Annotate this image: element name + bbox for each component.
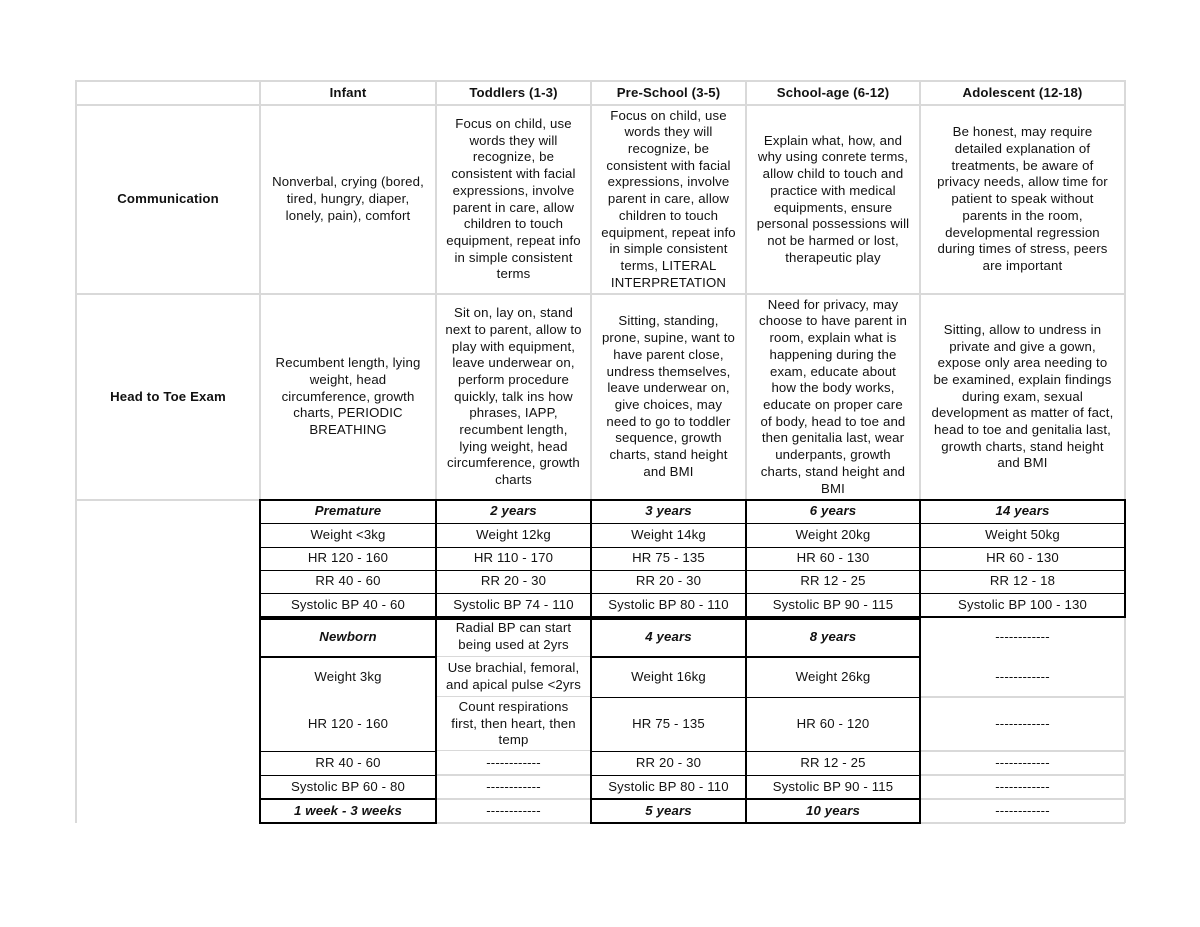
communication-cell: Focus on child, use words they will recognize, be consistent with facial expressions, involve parent in care, allow children to touch equipment, repeat info in simple consistent terms, LITERAL INTERPRETATION (601, 107, 736, 290)
header-blank-cell (76, 81, 260, 105)
exam-cell: Need for privacy, may choose to have parent in room, explain what is happening during the exam, educate about how the body works, educate on proper care of body, head to toe and then genitalia last, wear underpants, growth charts, stand height and BMI (758, 296, 908, 496)
vital-sign-cell: HR 110 - 170 (473, 550, 554, 566)
vital-sign-cell: Weight 50kg (985, 526, 1060, 542)
vital-sign-cell: Systolic BP 60 - 80 (290, 778, 406, 794)
vital-sign-cell: ------------ (995, 628, 1050, 644)
vital-sign-cell: HR 75 - 135 (632, 550, 705, 566)
table-rule (75, 500, 77, 823)
vital-sign-cell: ------------ (486, 754, 541, 770)
vital-sign-cell: Systolic BP 100 - 130 (958, 596, 1087, 612)
vital-sign-cell: HR 60 - 120 (796, 715, 870, 731)
age-heading-cell: 4 years (645, 628, 692, 644)
column-header: Toddlers (1-3) (469, 84, 558, 100)
vital-sign-cell: ------------ (486, 802, 541, 818)
vital-sign-cell: RR 20 - 30 (635, 754, 702, 770)
vital-sign-cell: ------------ (995, 778, 1050, 794)
age-heading-cell: 3 years (645, 503, 692, 519)
vital-sign-cell: Radial BP can start being used at 2yrs (455, 620, 572, 652)
column-header: Adolescent (12-18) (962, 84, 1083, 100)
vital-sign-cell: Use brachial, femoral, and apical pulse <2yrs (446, 660, 581, 692)
vital-sign-cell: ------------ (995, 715, 1050, 731)
vital-sign-cell: RR 12 - 25 (800, 573, 866, 589)
vital-sign-cell: ------------ (995, 754, 1050, 770)
vital-sign-cell: Count respirations first, then heart, then temp (451, 698, 576, 748)
age-heading-cell: 5 years (645, 802, 692, 818)
vital-sign-cell: Weight <3kg (310, 526, 386, 542)
age-heading-cell: Premature (314, 503, 382, 519)
exam-cell: Recumbent length, lying weight, head circumference, growth charts, PERIODIC BREATHING (275, 355, 421, 438)
vital-sign-cell: RR 20 - 30 (480, 573, 547, 589)
vital-sign-cell: Systolic BP 90 - 115 (772, 778, 894, 794)
vital-sign-cell: Weight 3kg (314, 668, 382, 684)
vital-sign-cell: Systolic BP 74 - 110 (453, 596, 574, 612)
vital-sign-cell: HR 60 - 130 (796, 550, 870, 566)
vital-sign-cell: HR 120 - 160 (307, 715, 389, 731)
communication-cell: Explain what, how, and why using conrete terms, allow child to touch and practice with medical equipments, ensure personal possessions will not be harmed or lost, therapeutic play (756, 132, 910, 265)
vital-sign-cell: HR 120 - 160 (307, 550, 389, 566)
age-heading-cell: Newborn (319, 628, 377, 644)
vital-sign-cell: RR 12 - 18 (989, 573, 1056, 589)
vital-sign-cell: Systolic BP 40 - 60 (290, 596, 406, 612)
vital-sign-cell: ------------ (995, 668, 1050, 684)
vital-sign-cell: HR 60 - 130 (986, 550, 1059, 566)
age-heading-cell: 14 years (995, 503, 1050, 519)
age-heading-cell: 10 years (805, 802, 860, 818)
communication-cell: Focus on child, use words they will recognize, be consistent with facial expressions, involve parent in care, allow children to touch equipment, repeat info in simple consistent terms (446, 115, 581, 282)
vital-sign-cell: RR 20 - 30 (635, 573, 702, 589)
vital-sign-cell: Systolic BP 90 - 115 (772, 596, 894, 612)
column-header: Infant (329, 84, 367, 100)
row-label-communication: Communication (117, 191, 219, 207)
vital-sign-cell: RR 40 - 60 (315, 573, 381, 589)
column-header: Pre-School (3-5) (616, 84, 721, 100)
communication-cell: Nonverbal, crying (bored, tired, hungry, diaper, lonely, pain), comfort (272, 174, 424, 223)
vital-sign-cell: HR 75 - 135 (632, 715, 705, 731)
vital-sign-cell: Systolic BP 80 - 110 (608, 778, 729, 794)
age-heading-cell: 6 years (809, 503, 857, 519)
vital-sign-cell: Weight 26kg (795, 668, 871, 684)
vital-sign-cell: Weight 14kg (631, 526, 706, 542)
row-label-head-to-toe-exam: Head to Toe Exam (110, 388, 226, 404)
vital-sign-cell: ------------ (486, 778, 541, 794)
vital-sign-cell: Weight 12kg (476, 526, 551, 542)
vital-sign-cell: Systolic BP 80 - 110 (608, 596, 729, 612)
vital-sign-cell: RR 12 - 25 (800, 754, 866, 770)
age-heading-cell: 8 years (809, 628, 857, 644)
exam-cell: Sit on, lay on, stand next to parent, allow to play with equipment, leave underwear on, perform procedure quickly, talk ins how phrases, IAPP, recumbent length, lying weight, head circumference, growth charts (445, 305, 582, 488)
exam-cell: Sitting, allow to undress in private and give a gown, expose only area needing to be examined, explain findings during exam, sexual development as matter of fact, head to toe and genitalia last, growth charts, stand height and BMI (931, 321, 1114, 471)
exam-cell: Sitting, standing, prone, supine, want to have parent close, undress themselves, leave underwear on, give choices, may need to go to toddler sequence, growth charts, stand height and BMI (601, 313, 736, 479)
vital-sign-cell: Weight 20kg (795, 526, 871, 542)
vital-sign-cell: ------------ (995, 802, 1050, 818)
age-heading-cell: 2 years (490, 503, 537, 519)
vital-sign-cell: RR 40 - 60 (315, 754, 381, 770)
vital-sign-cell: Weight 16kg (631, 668, 706, 684)
age-heading-cell: 1 week - 3 weeks (294, 802, 402, 818)
communication-cell: Be honest, may require detailed explanation of treatments, be aware of privacy needs, allow time for patient to speak without parents in the room, developmental regression during times of stress, peers are important (937, 124, 1108, 273)
column-header: School-age (6-12) (776, 84, 890, 100)
